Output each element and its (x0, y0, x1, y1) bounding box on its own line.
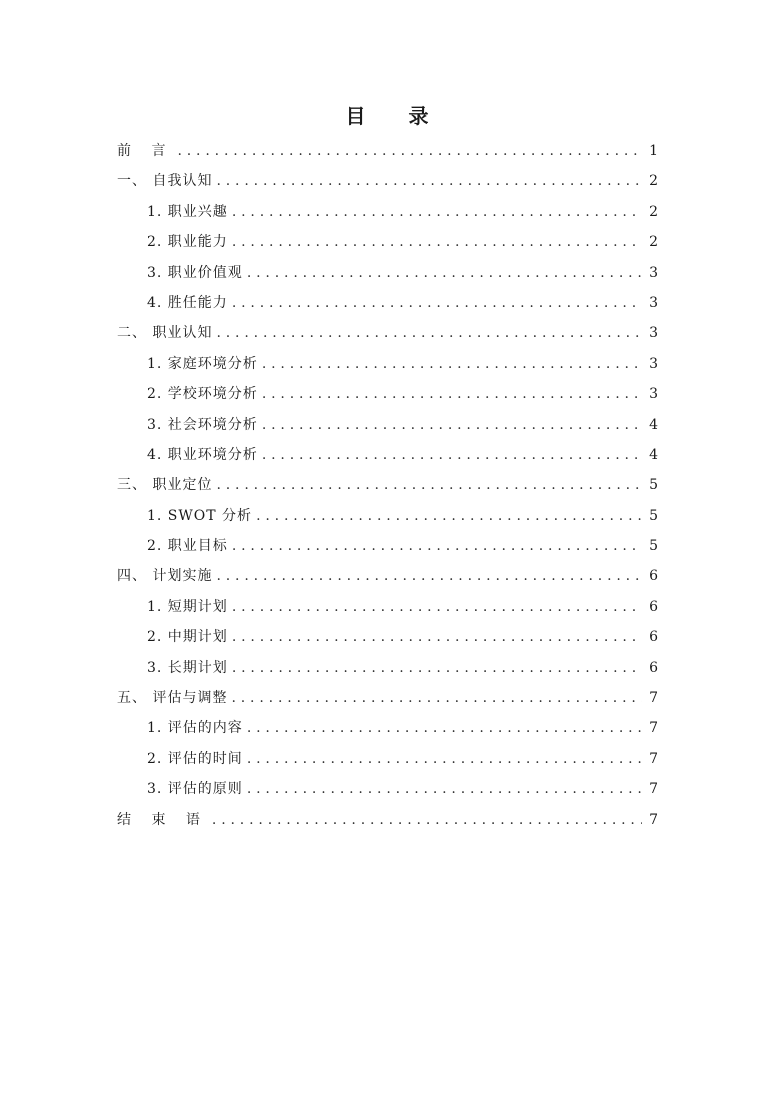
toc-entry-label: 2. 评估的时间 (147, 750, 243, 767)
toc-entry (117, 410, 658, 440)
toc-entry-label: 2. 职业能力 (147, 234, 228, 251)
toc-entry (117, 470, 658, 500)
toc-entry-page: 5 (649, 477, 658, 494)
toc-entry (117, 166, 658, 196)
toc-entry-page: 6 (649, 659, 658, 676)
toc-entry (117, 653, 658, 683)
toc-entry-page: 5 (649, 538, 658, 555)
toc-leader-dots (262, 349, 642, 379)
toc-entry-page: 6 (649, 568, 658, 585)
toc-entry-label: 3. 职业价值观 (147, 264, 243, 281)
toc-entry (117, 531, 658, 561)
toc-entry (117, 379, 658, 409)
toc-entry-label: 3. 评估的原则 (147, 781, 243, 798)
toc-entry-label: 1. 评估的内容 (147, 720, 243, 737)
toc-leader-dots (232, 227, 642, 257)
toc-entry-page: 6 (649, 598, 658, 615)
toc-entry-label: 1. 家庭环境分析 (147, 355, 258, 372)
toc-entry-page: 3 (649, 386, 658, 403)
toc-leader-dots (262, 379, 642, 409)
toc-leader-dots (247, 258, 642, 288)
toc-leader-dots (216, 470, 642, 500)
toc-entry-label: 1. 短期计划 (147, 598, 228, 615)
toc-entry-label: 结 束 语 (117, 811, 208, 828)
toc-entry-page: 3 (649, 325, 658, 342)
toc-leader-dots (216, 166, 642, 196)
toc-leader-dots (231, 683, 642, 713)
toc-entry (117, 683, 658, 713)
toc-list (117, 136, 658, 835)
toc-entry-page: 7 (649, 720, 658, 737)
toc-title: 目 录 (345, 104, 447, 128)
toc-leader-dots (177, 136, 642, 166)
toc-leader-dots (256, 501, 642, 531)
toc-entry (117, 288, 658, 318)
toc-entry-label: 一、 自我认知 (117, 173, 213, 190)
toc-entry-page: 2 (649, 234, 658, 251)
toc-leader-dots (232, 592, 642, 622)
toc-entry (117, 561, 658, 591)
toc-entry-label: 五、 评估与调整 (117, 690, 228, 707)
toc-entry-page: 7 (649, 781, 658, 798)
toc-entry-label: 前 言 (117, 143, 174, 159)
toc-entry-page: 2 (649, 203, 658, 220)
toc-entry-page: 2 (649, 173, 658, 190)
toc-entry-page: 4 (649, 446, 658, 463)
toc-leader-dots (216, 561, 642, 591)
toc-entry-label: 1. SWOT 分析 (147, 507, 253, 524)
toc-leader-dots (232, 288, 642, 318)
toc-entry-label: 3. 长期计划 (147, 659, 228, 676)
toc-entry-label: 4. 胜任能力 (147, 294, 228, 311)
toc-entry-page: 6 (649, 629, 658, 646)
toc-leader-dots (232, 653, 642, 683)
toc-entry (117, 258, 658, 288)
toc-leader-dots (262, 440, 642, 470)
toc-entry-page: 1 (649, 143, 658, 159)
toc-entry (117, 501, 658, 531)
toc-entry-page: 7 (649, 690, 658, 707)
toc-leader-dots (247, 713, 642, 743)
toc-entry (117, 349, 658, 379)
toc-entry-label: 四、 计划实施 (117, 568, 213, 585)
toc-entry (117, 744, 658, 774)
toc-entry-page: 4 (649, 416, 658, 433)
toc-entry-label: 4. 职业环境分析 (147, 446, 258, 463)
toc-leader-dots (247, 744, 642, 774)
toc-entry (117, 774, 658, 804)
toc-entry-page: 3 (649, 294, 658, 311)
toc-entry (117, 622, 658, 652)
toc-entry-label: 二、 职业认知 (117, 325, 213, 342)
toc-entry (117, 592, 658, 622)
toc-leader-dots (216, 318, 642, 348)
toc-entry-label: 3. 社会环境分析 (147, 416, 258, 433)
toc-leader-dots (262, 410, 642, 440)
toc-entry-label: 2. 中期计划 (147, 629, 228, 646)
toc-entry-page: 3 (649, 355, 658, 372)
toc-leader-dots (232, 531, 642, 561)
toc-entry (117, 440, 658, 470)
toc-entry (117, 197, 658, 227)
toc-entry-label: 1. 职业兴趣 (147, 203, 228, 220)
toc-entry-page: 7 (649, 811, 658, 828)
toc-entry (117, 227, 658, 257)
toc-entry-page: 7 (649, 750, 658, 767)
toc-leader-dots (232, 622, 642, 652)
toc-entry (117, 805, 658, 835)
toc-entry (117, 318, 658, 348)
toc-leader-dots (247, 774, 642, 804)
toc-entry-label: 三、 职业定位 (117, 477, 213, 494)
toc-leader-dots (232, 197, 642, 227)
toc-entry-label: 2. 学校环境分析 (147, 386, 258, 403)
toc-entry-page: 5 (649, 507, 658, 524)
toc-entry (117, 713, 658, 743)
toc-leader-dots (212, 805, 642, 835)
toc-entry (117, 136, 658, 166)
toc-entry-label: 2. 职业目标 (147, 538, 228, 555)
toc-entry-page: 3 (649, 264, 658, 281)
